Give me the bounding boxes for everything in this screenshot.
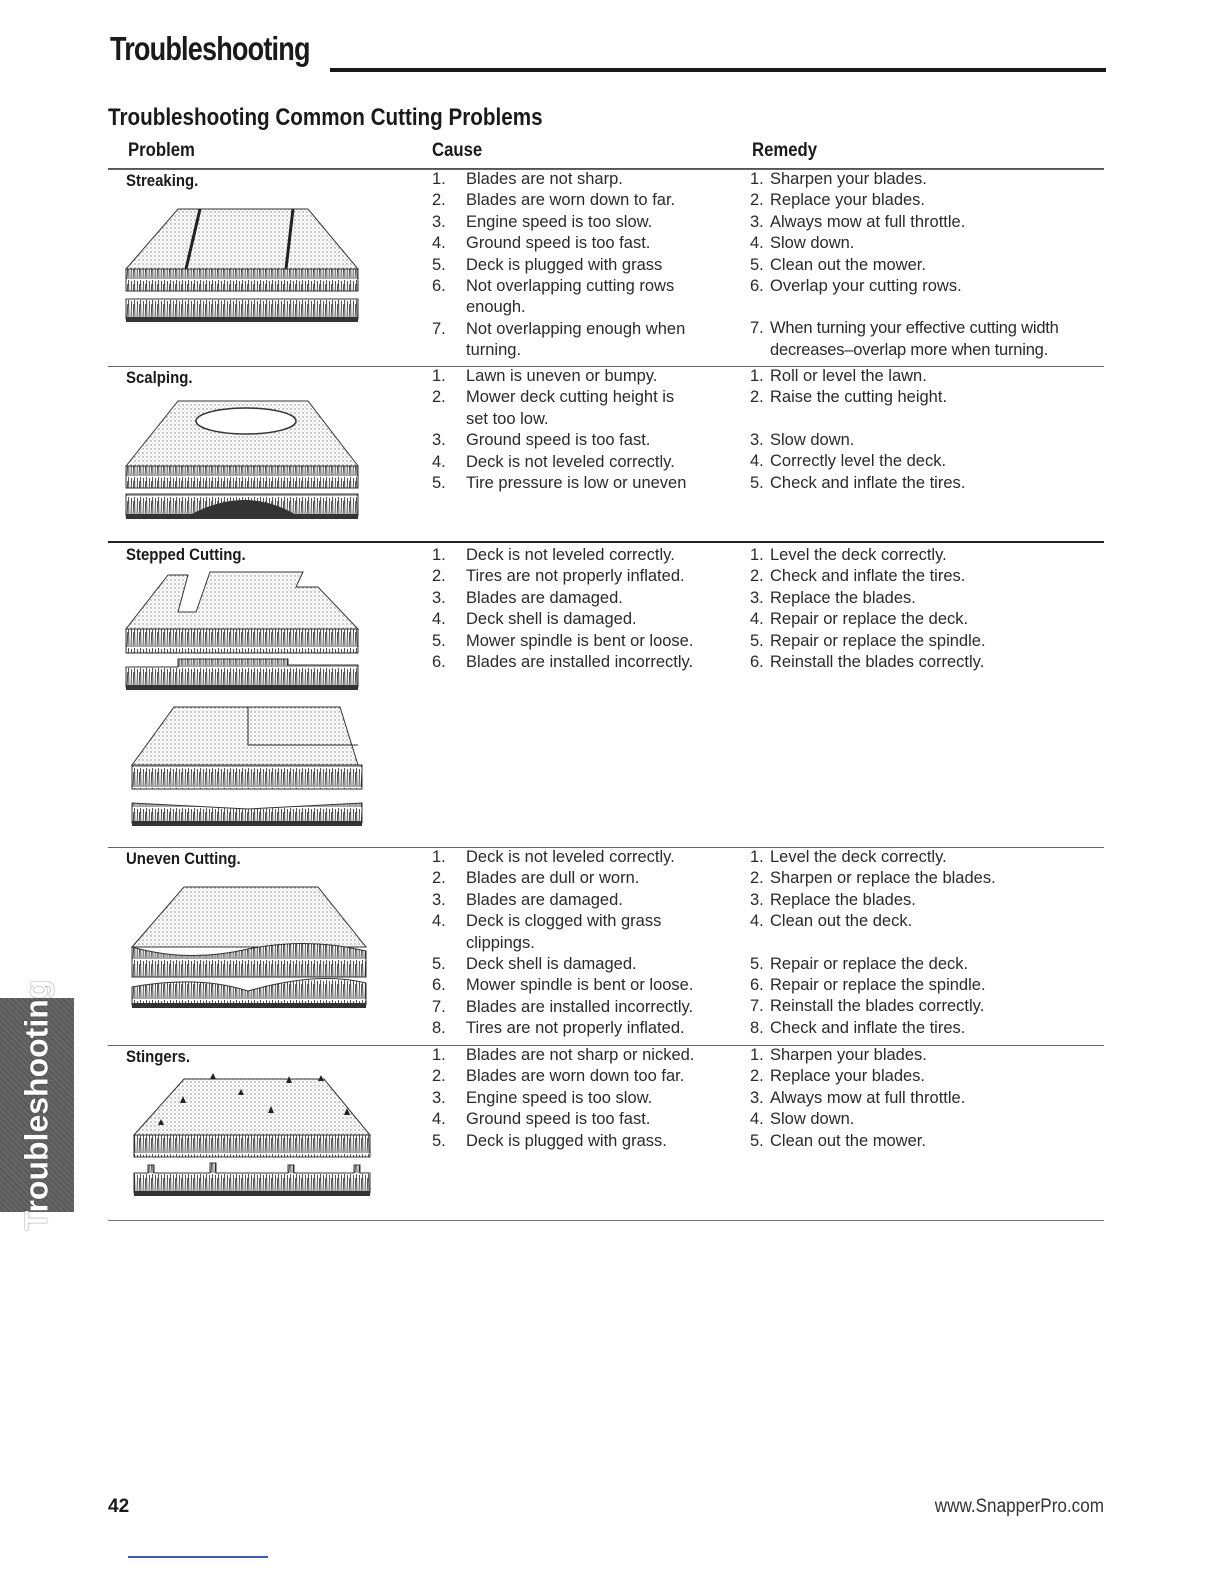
section-side-tab	[0, 979, 74, 1231]
cause-item	[432, 566, 712, 587]
item-number: 5.	[432, 955, 446, 974]
item-number: 2.	[432, 388, 446, 407]
item-text: Blades are installed incorrectly.	[466, 997, 694, 1016]
table-bottom-rule	[108, 1220, 1104, 1221]
remedy-item	[750, 1018, 1100, 1039]
cause-item	[432, 652, 712, 673]
item-text: Reinstall the blades correctly.	[770, 997, 985, 1016]
item-text: Mower deck cutting height is set too low.	[466, 388, 675, 428]
remedy-item	[750, 473, 1100, 494]
item-text: Repair or replace the deck.	[770, 954, 969, 973]
item-number: 2.	[750, 191, 764, 210]
item-text: Blades are damaged.	[466, 890, 623, 909]
item-text: Engine speed is too slow.	[466, 1088, 653, 1107]
cause-item	[432, 1045, 712, 1066]
column-header-problem: Problem	[128, 140, 195, 161]
cause-item	[432, 387, 696, 430]
item-number: 2.	[432, 567, 446, 586]
item-number: 1.	[750, 546, 764, 564]
item-number: 4.	[750, 912, 764, 931]
item-number: 7.	[432, 997, 446, 1016]
item-text: Replace the blades.	[770, 890, 916, 909]
item-text: Replace your blades.	[770, 1067, 926, 1086]
item-number: 8.	[750, 1018, 764, 1037]
remedy-item	[750, 847, 1100, 868]
item-text: Repair or replace the spindle.	[770, 976, 986, 995]
item-number: 5.	[750, 954, 764, 973]
uneven-cutting-illustration	[118, 879, 378, 1015]
item-number: 4.	[432, 234, 446, 253]
item-text: Not overlapping cutting rows enough.	[466, 277, 675, 317]
item-number: 7.	[750, 319, 764, 338]
stingers-illustration	[118, 1073, 378, 1201]
problem-row-streaking	[108, 169, 1104, 365]
item-text: Deck is plugged with grass	[466, 255, 663, 274]
remedy-item	[750, 233, 1100, 254]
remedy-item	[750, 1109, 1100, 1130]
item-text: Always mow at full throttle.	[770, 212, 966, 231]
item-text: Blades are dull or worn.	[466, 869, 640, 888]
cause-item	[432, 319, 686, 362]
cause-item	[432, 366, 712, 387]
remedy-item	[750, 1088, 1100, 1109]
cause-item	[432, 545, 712, 566]
section-title: Troubleshooting Common Cutting Problems	[108, 104, 543, 131]
cause-item	[432, 609, 712, 630]
remedy-item	[750, 545, 1100, 566]
problem-label: Uneven Cutting.	[126, 849, 241, 868]
row-divider	[108, 169, 1104, 170]
cause-item	[432, 452, 712, 473]
cause-item	[432, 1088, 712, 1109]
item-number: 4.	[750, 452, 764, 471]
column-header-cause: Cause	[432, 140, 483, 161]
cause-item	[432, 1131, 712, 1152]
item-number: 7.	[432, 319, 446, 338]
item-text: Level the deck correctly.	[770, 546, 947, 564]
item-number: 2.	[432, 1067, 446, 1086]
cause-item	[432, 954, 712, 975]
item-number: 3.	[750, 588, 764, 607]
item-text: Check and inflate the tires.	[770, 1018, 966, 1037]
cause-item	[432, 997, 712, 1018]
item-text: Roll or level the lawn.	[770, 367, 927, 385]
item-text: Deck is not leveled correctly.	[466, 848, 675, 866]
remedy-list	[750, 366, 1100, 494]
scalping-illustration	[118, 396, 368, 526]
remedy-item	[750, 609, 1100, 630]
item-text: Blades are installed incorrectly.	[466, 653, 694, 672]
item-text: When turning your effective cutting width decreases–overlap more when turning.	[770, 319, 1059, 359]
item-text: Mower spindle is bent or loose.	[466, 631, 694, 650]
cause-item	[432, 1018, 712, 1039]
cause-item	[432, 1109, 712, 1130]
item-text: Blades are damaged.	[466, 588, 623, 607]
item-number: 2.	[750, 869, 764, 888]
item-number: 5.	[432, 1131, 446, 1150]
item-text: Blades are not sharp or nicked.	[466, 1046, 695, 1064]
item-text: Mower spindle is bent or loose.	[466, 976, 694, 995]
remedy-list	[750, 169, 1100, 361]
item-number: 6.	[432, 277, 446, 296]
item-number: 3.	[432, 890, 446, 909]
item-text: Check and inflate the tires.	[770, 567, 966, 586]
item-number: 3.	[432, 1088, 446, 1107]
remedy-list	[750, 847, 1100, 1039]
remedy-item	[750, 890, 1100, 911]
remedy-item	[750, 1045, 1100, 1066]
remedy-item	[750, 1131, 1100, 1152]
column-header-remedy: Remedy	[752, 140, 818, 161]
item-text: Sharpen your blades.	[770, 1046, 927, 1064]
remedy-item	[750, 631, 1100, 652]
item-number: 5.	[750, 255, 764, 274]
cause-item	[432, 911, 696, 954]
item-number: 6.	[432, 653, 446, 672]
item-number: 1.	[750, 1046, 764, 1064]
cause-item	[432, 233, 712, 254]
item-number: 5.	[750, 473, 764, 492]
item-number: 6.	[750, 277, 764, 296]
item-text: Ground speed is too fast.	[466, 1110, 651, 1129]
item-text: Deck is not leveled correctly.	[466, 546, 675, 564]
item-text: Deck is clogged with grass clippings.	[466, 912, 662, 952]
item-text: Deck is plugged with grass.	[466, 1131, 667, 1150]
item-number: 1.	[432, 367, 446, 385]
cause-item	[432, 588, 712, 609]
item-number: 5.	[432, 474, 446, 493]
cause-item	[432, 975, 712, 996]
item-text: Tires are not properly inflated.	[466, 567, 685, 586]
item-text: Sharpen your blades.	[770, 170, 927, 188]
item-number: 1.	[432, 546, 446, 564]
remedy-item	[750, 169, 1100, 190]
item-number: 7.	[750, 997, 764, 1016]
remedy-item	[750, 566, 1100, 587]
item-text: Engine speed is too slow.	[466, 212, 653, 231]
item-text: Overlap your cutting rows.	[770, 277, 962, 296]
item-number: 1.	[750, 170, 764, 188]
problem-label: Stingers.	[126, 1047, 191, 1066]
item-number: 4.	[432, 610, 446, 629]
item-text: Deck shell is damaged.	[466, 610, 637, 629]
stepped-cutting-illustration	[118, 567, 378, 837]
item-number: 1.	[432, 848, 446, 866]
item-number: 5.	[432, 255, 446, 274]
item-text: Raise the cutting height.	[770, 388, 948, 407]
cause-list	[432, 847, 712, 1040]
item-number: 6.	[750, 653, 764, 672]
remedy-item	[750, 255, 1100, 276]
item-number: 2.	[432, 191, 446, 210]
cause-item	[432, 255, 712, 276]
remedy-list	[750, 1045, 1100, 1152]
remedy-item	[750, 588, 1100, 609]
cause-item	[432, 190, 712, 211]
footer-accent-line	[128, 1556, 268, 1558]
item-text: Slow down.	[770, 234, 855, 253]
row-divider	[108, 541, 1104, 543]
remedy-item	[750, 451, 1100, 472]
item-number: 5.	[750, 1131, 764, 1150]
cause-item	[432, 276, 676, 319]
item-number: 4.	[432, 1110, 446, 1129]
side-tab-label: Troubleshooting	[18, 979, 55, 1231]
item-number: 4.	[432, 912, 446, 931]
cause-item	[432, 430, 712, 451]
cause-item	[432, 212, 712, 233]
problem-row-stepped-cutting	[108, 541, 1104, 846]
remedy-item	[750, 190, 1100, 211]
item-text: Check and inflate the tires.	[770, 473, 966, 492]
problem-row-stingers	[108, 1045, 1104, 1219]
item-number: 6.	[750, 976, 764, 995]
remedy-item	[750, 387, 1100, 408]
item-text: Clean out the mower.	[770, 255, 926, 274]
item-number: 8.	[432, 1019, 446, 1038]
item-text: Always mow at full throttle.	[770, 1088, 966, 1107]
streaking-illustration	[118, 199, 368, 329]
remedy-item	[750, 911, 1100, 932]
item-number: 5.	[750, 631, 764, 650]
item-text: Blades are worn down to far.	[466, 191, 676, 210]
item-text: Clean out the mower.	[770, 1131, 926, 1150]
item-text: Clean out the deck.	[770, 912, 913, 931]
item-number: 2.	[750, 567, 764, 586]
item-text: Slow down.	[770, 430, 855, 449]
item-text: Blades are worn down too far.	[466, 1067, 685, 1086]
item-number: 4.	[750, 234, 764, 253]
item-text: Not overlapping enough when turning.	[466, 319, 686, 360]
remedy-item	[750, 430, 1100, 451]
remedy-item	[750, 1066, 1100, 1087]
remedy-item	[750, 212, 1100, 233]
item-number: 3.	[432, 588, 446, 607]
item-number: 2.	[750, 388, 764, 407]
page-header	[108, 30, 1106, 76]
cause-list	[432, 169, 712, 362]
item-number: 3.	[750, 890, 764, 909]
item-number: 4.	[750, 610, 764, 629]
item-number: 3.	[750, 1088, 764, 1107]
item-text: Replace the blades.	[770, 588, 916, 607]
cause-item	[432, 847, 712, 868]
item-text: Tires are not properly inflated.	[466, 1019, 685, 1038]
item-number: 1.	[432, 170, 446, 188]
item-number: 2.	[750, 1067, 764, 1086]
item-number: 1.	[750, 848, 764, 866]
item-text: Reinstall the blades correctly.	[770, 653, 985, 672]
item-text: Ground speed is too fast.	[466, 234, 651, 253]
remedy-item	[750, 954, 1100, 975]
item-text: Correctly level the deck.	[770, 452, 947, 471]
item-number: 4.	[750, 1110, 764, 1129]
cause-list	[432, 1045, 712, 1152]
page-number: 42	[108, 1496, 130, 1517]
item-number: 6.	[432, 976, 446, 995]
remedy-item	[750, 975, 1100, 996]
item-text: Blades are not sharp.	[466, 170, 623, 188]
page-title: Troubleshooting	[110, 30, 310, 67]
problem-label: Scalping.	[126, 368, 193, 387]
item-number: 1.	[750, 367, 764, 385]
item-text: Repair or replace the spindle.	[770, 631, 986, 650]
cause-item	[432, 473, 712, 494]
item-number: 3.	[432, 431, 446, 450]
item-number: 3.	[432, 212, 446, 231]
item-text: Sharpen or replace the blades.	[770, 869, 996, 888]
remedy-item	[750, 276, 1100, 297]
cause-list	[432, 366, 712, 494]
item-text: Lawn is uneven or bumpy.	[466, 367, 658, 385]
item-text: Replace your blades.	[770, 191, 926, 210]
remedy-list	[750, 545, 1100, 673]
item-number: 2.	[432, 869, 446, 888]
item-text: Ground speed is too fast.	[466, 431, 651, 450]
item-text: Deck shell is damaged.	[466, 955, 637, 974]
cause-item	[432, 631, 712, 652]
item-number: 4.	[432, 452, 446, 471]
cause-list	[432, 545, 712, 673]
remedy-item	[750, 652, 1100, 673]
item-number: 3.	[750, 430, 764, 449]
website-url: www.SnapperPro.com	[934, 1496, 1104, 1517]
problem-row-uneven-cutting	[108, 847, 1104, 1045]
item-text: Deck is not leveled correctly.	[466, 452, 675, 471]
cause-item	[432, 890, 712, 911]
problem-row-scalping	[108, 366, 1104, 540]
remedy-item	[750, 318, 1100, 361]
problem-label: Streaking.	[126, 171, 199, 190]
item-text: Level the deck correctly.	[770, 848, 947, 866]
item-number: 3.	[750, 212, 764, 231]
remedy-item	[750, 996, 1100, 1017]
cause-item	[432, 1066, 712, 1087]
cause-item	[432, 868, 712, 889]
remedy-item	[750, 868, 1100, 889]
item-text: Repair or replace the deck.	[770, 610, 969, 629]
item-text: Tire pressure is low or uneven	[466, 474, 687, 493]
item-number: 5.	[432, 631, 446, 650]
item-number: 1.	[432, 1046, 446, 1064]
item-text: Slow down.	[770, 1110, 855, 1129]
cause-item	[432, 169, 712, 190]
problem-label: Stepped Cutting.	[126, 545, 246, 564]
header-rule	[330, 68, 1106, 72]
remedy-item	[750, 366, 1100, 387]
